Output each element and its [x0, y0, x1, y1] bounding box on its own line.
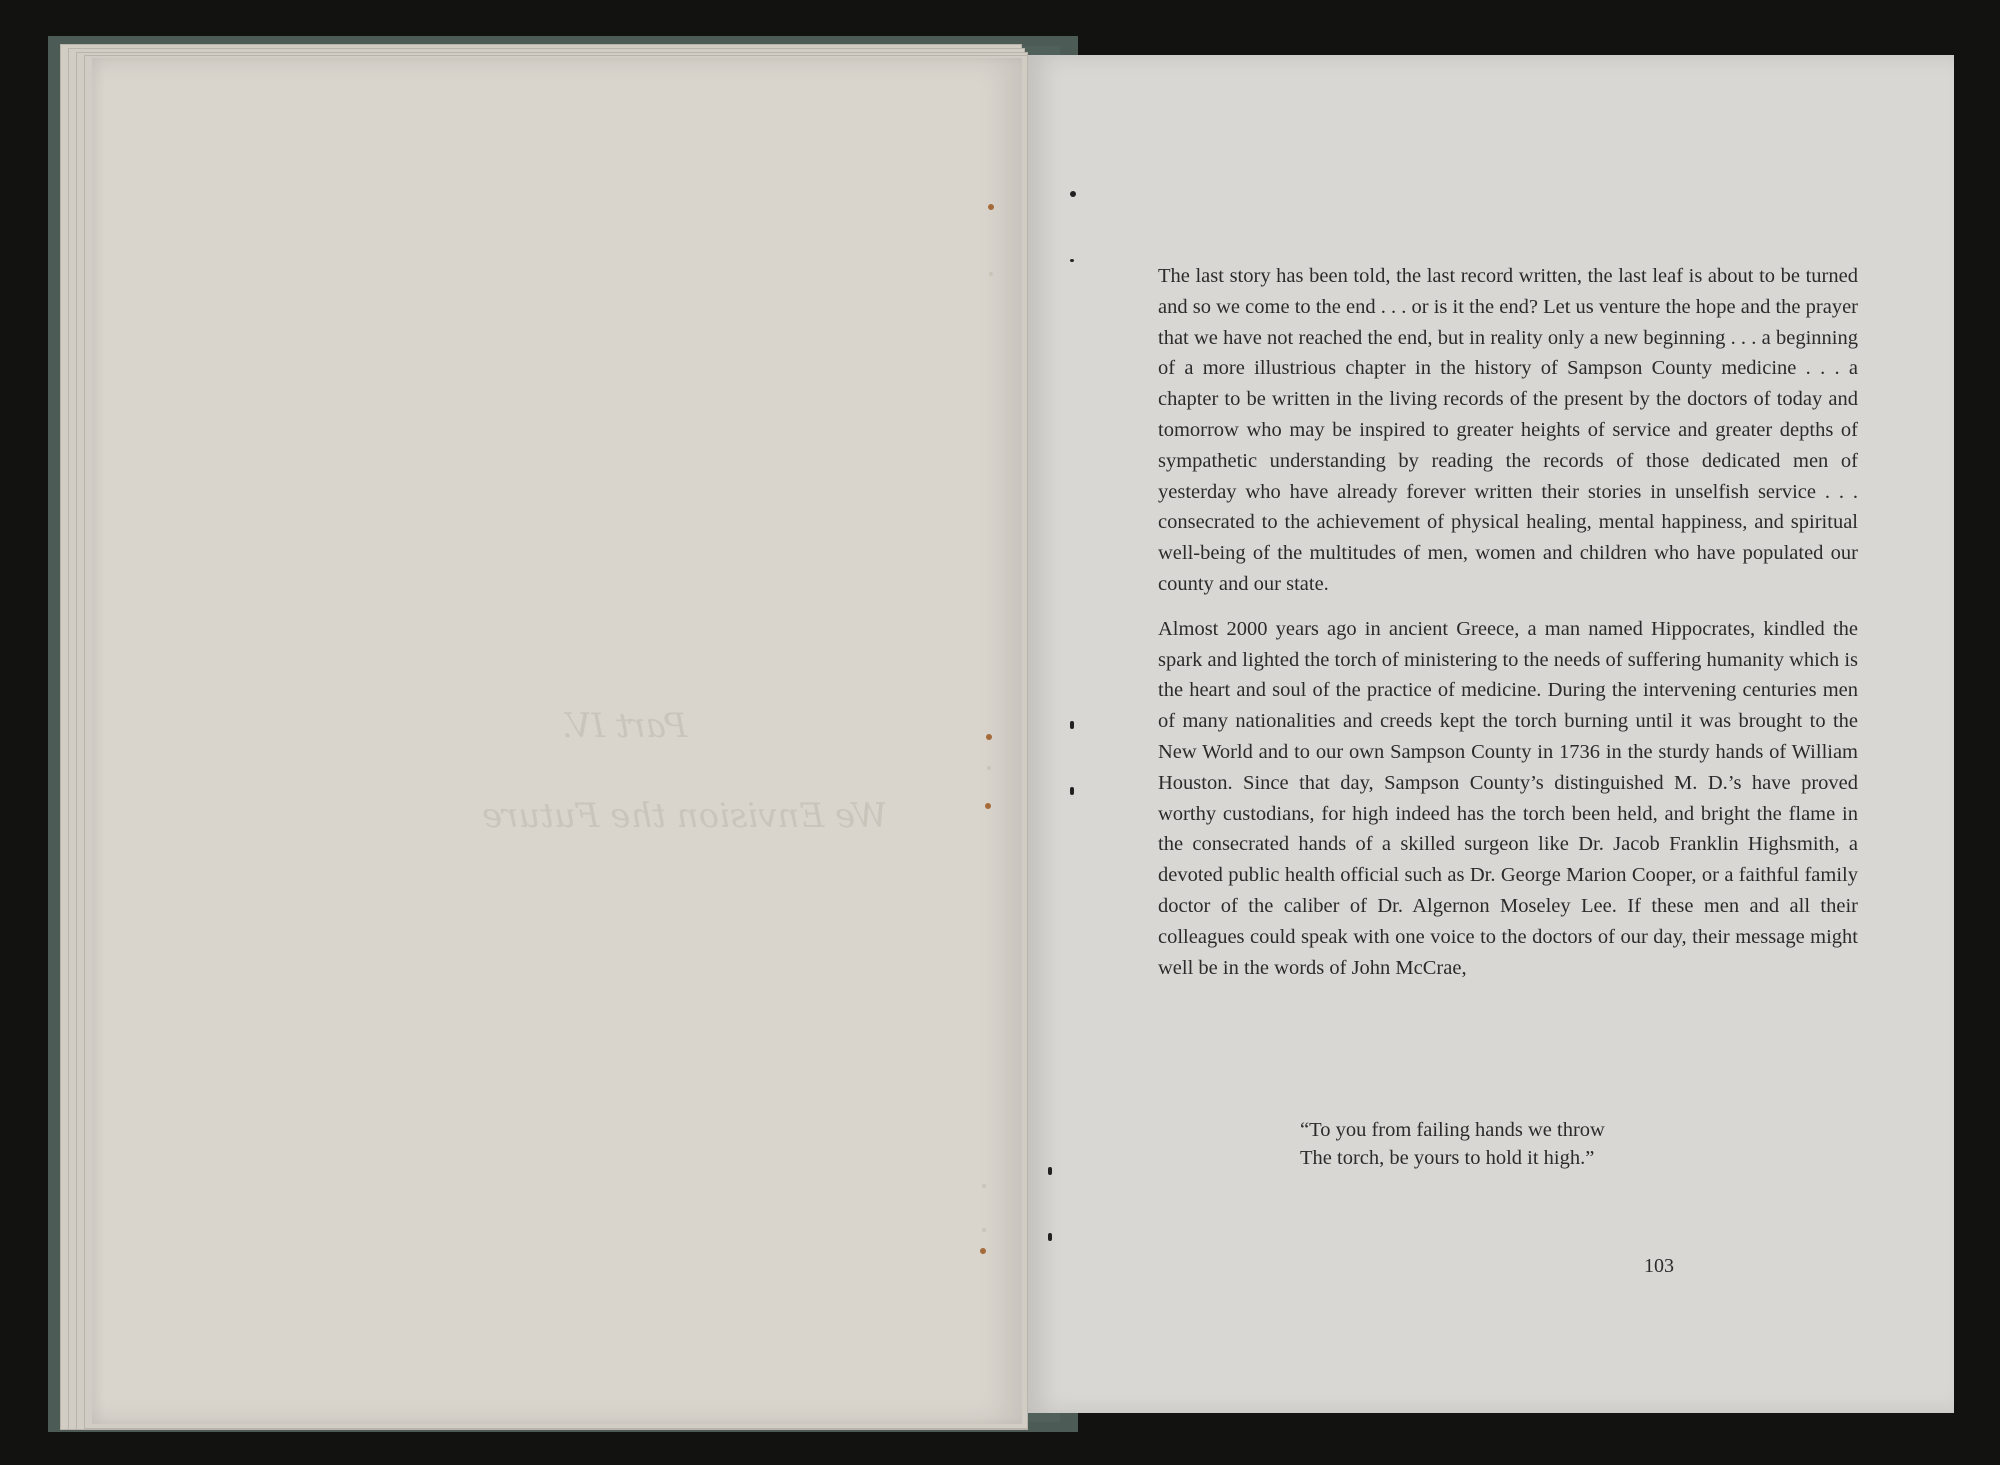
binding-hole: [985, 803, 991, 809]
binding-hole: [1048, 1233, 1052, 1241]
binding-hole: [982, 1184, 986, 1188]
paragraph: Almost 2000 years ago in ancient Greece, a man named Hippocrates, kindled the spark and lighted the torch of ministering to the needs of suffering humanity which is the heart and soul of the practice of medicine. During the intervening centuries men of many nationalities and creeds kept the torch burning until it was brought to the New World and to our own Sampson County in 1736 in the sturdy hands of William Houston. Since that day, Sampson County’s distinguished M. D.’s have proved worthy custodians, for high indeed has the torch been held, and bright the flame in the consecrated hands of a skilled surgeon like Dr. Jacob Franklin Highsmith, a devoted public health official such as Dr. George Marion Cooper, or a faithful family doctor of the caliber of Dr. Algernon Moseley Lee. If these men and all their colleagues could speak with one voice to the doctors of our day, their message might well be in the words of John McCrae,: [1158, 617, 1858, 979]
binding-hole: [1070, 191, 1076, 197]
binding-hole: [986, 734, 992, 740]
show-through-text: Part IV.: [562, 706, 688, 746]
binding-hole: [988, 204, 994, 210]
binding-hole: [980, 1248, 986, 1254]
binding-hole: [989, 272, 993, 276]
binding-hole: [1070, 721, 1074, 729]
show-through-text: We Envision the Future: [482, 796, 888, 836]
body-text: [1158, 261, 1858, 997]
page-number: 103: [1644, 1255, 1674, 1277]
binding-hole: [982, 1228, 986, 1232]
right-page: [1028, 55, 1954, 1413]
left-page: [92, 58, 1022, 1424]
block-quote: [1300, 1116, 1605, 1172]
binding-hole: [1070, 259, 1074, 262]
quote-line: The torch, be yours to hold it high.”: [1300, 1147, 1595, 1169]
quote-line: “To you from failing hands we throw: [1300, 1119, 1605, 1141]
binding-hole: [1048, 1167, 1052, 1175]
page-number-wrapper: [1028, 1255, 1954, 1278]
binding-hole: [1070, 787, 1074, 795]
binding-hole: [987, 766, 991, 770]
paragraph: The last story has been told, the last record written, the last leaf is about to be turned and so we come to the end . . . or is it the end? Let us venture the hope and the prayer that we have not reached the end, but in reality only a new beginning . . . a beginning of a more illustrious chapter in the history of Sampson County medicine . . . a chapter to be written in the living records of the present by the doctors of today and tomorrow who may be inspired to greater heights of service and greater depths of sympathetic understanding by reading the records of those dedicated men of yesterday who have already forever written their stories in unselfish service . . . consecrated to the achievement of physical healing, mental happiness, and spiritual well-being of the multitudes of men, women and children who have populated our county and our state.: [1158, 265, 1858, 595]
